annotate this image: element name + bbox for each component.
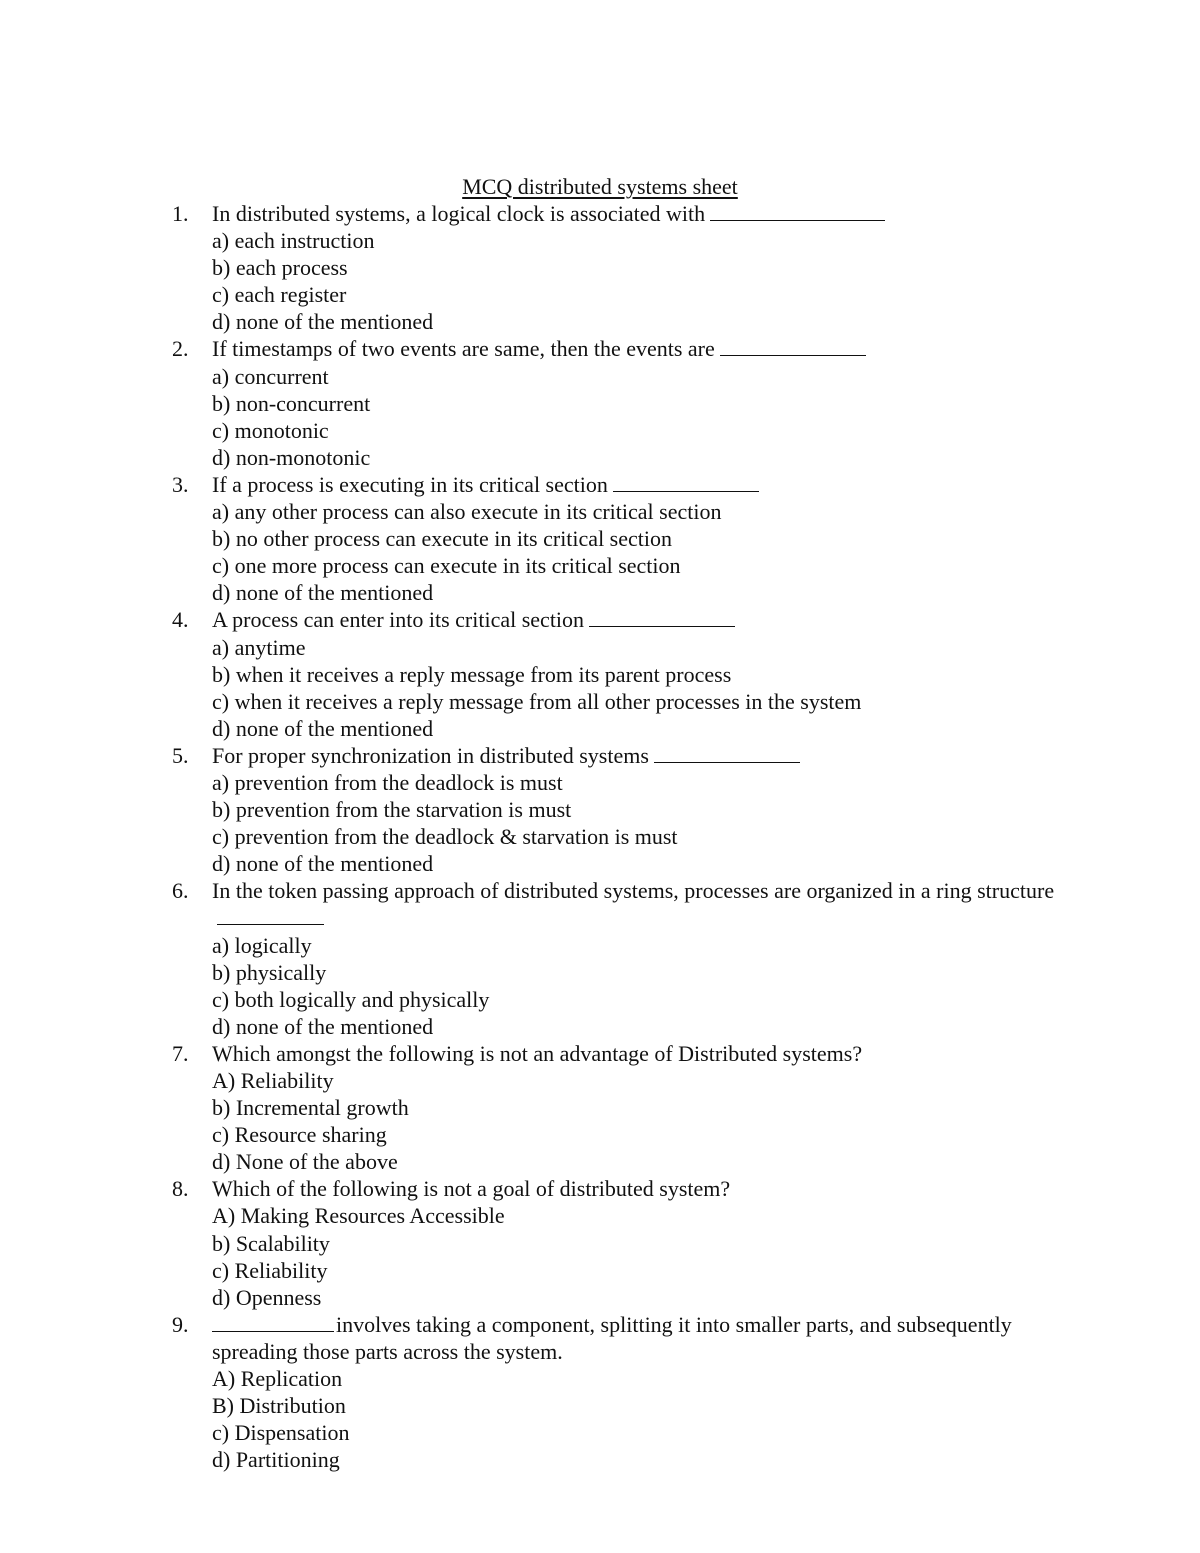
answer-option: b) no other process can execute in its critical section: [212, 526, 672, 552]
answer-option: c) when it receives a reply message from all other processes in the system: [212, 688, 862, 714]
sheet-title: MCQ distributed systems sheet: [462, 174, 738, 199]
answer-option: c) Reliability: [212, 1257, 328, 1283]
answer-blank: [217, 906, 324, 925]
question-item: [0, 471, 1072, 606]
answer-option: c) both logically and physically: [212, 986, 490, 1012]
answer-blank: [720, 337, 866, 356]
question-item: [0, 877, 1072, 1040]
answer-blank: [654, 744, 800, 763]
question-number: 1.: [172, 201, 189, 226]
answer-option: b) physically: [212, 959, 327, 985]
answer-option: c) Dispensation: [212, 1420, 350, 1446]
question-text: In the token passing approach of distributed systems, processes are organized in a ring structure: [212, 878, 1055, 904]
question-text-line: [212, 1040, 1072, 1067]
answer-blank: [212, 1313, 334, 1332]
option-list: [212, 498, 1072, 606]
answer-option: A) Replication: [212, 1366, 343, 1392]
answer-blank: [710, 202, 885, 221]
question-item: [0, 1175, 1072, 1310]
answer-option: A) Making Resources Accessible: [212, 1203, 505, 1229]
answer-option: c) monotonic: [212, 417, 329, 443]
question-item: [0, 200, 1072, 335]
question-number: 9.: [172, 1311, 189, 1337]
question-text: Which of the following is not a goal of distributed system?: [212, 1176, 731, 1202]
question-text-line: [212, 1311, 1072, 1365]
answer-blank: [613, 473, 759, 492]
question-text: If timestamps of two events are same, then the events are: [212, 336, 715, 362]
answer-option: B) Distribution: [212, 1393, 346, 1419]
answer-option: a) concurrent: [212, 363, 329, 389]
question-text-line: [212, 200, 1072, 227]
question-text: involves taking a component, splitting it into smaller parts, and subsequently spreading those parts across the system.: [212, 1311, 1012, 1364]
question-item: [0, 606, 1072, 741]
answer-option: d) non-monotonic: [212, 444, 371, 470]
answer-option: b) Incremental growth: [212, 1095, 409, 1121]
question-text: If a process is executing in its critical section: [212, 471, 608, 497]
answer-option: b) when it receives a reply message from its parent process: [212, 661, 732, 687]
answer-option: d) none of the mentioned: [212, 309, 434, 335]
option-list: [212, 363, 1072, 471]
question-text-line: [212, 742, 1072, 769]
question-item: [0, 1311, 1072, 1474]
answer-option: d) Partitioning: [212, 1447, 340, 1473]
question-number: 2.: [172, 336, 189, 362]
answer-option: a) any other process can also execute in its critical section: [212, 499, 722, 525]
answer-option: a) prevention from the deadlock is must: [212, 769, 563, 795]
question-text: In distributed systems, a logical clock is associated with: [212, 201, 706, 226]
answer-option: b) each process: [212, 255, 348, 281]
question-item: [0, 742, 1072, 877]
answer-option: b) Scalability: [212, 1230, 330, 1256]
question-text-line: [212, 877, 1072, 931]
question-number: 3.: [172, 471, 189, 497]
question-number: 6.: [172, 878, 189, 904]
question-text-line: [212, 471, 1072, 498]
question-list: [0, 200, 1200, 1473]
answer-option: d) none of the mentioned: [212, 715, 434, 741]
question-text-line: [212, 335, 1072, 362]
answer-option: A) Reliability: [212, 1068, 334, 1093]
answer-option: a) logically: [212, 932, 312, 958]
answer-option: d) none of the mentioned: [212, 1013, 434, 1039]
question-item: [0, 1040, 1072, 1175]
question-number: 8.: [172, 1176, 189, 1202]
answer-option: b) prevention from the starvation is must: [212, 797, 572, 823]
question-item: [0, 335, 1072, 470]
answer-option: c) one more process can execute in its critical section: [212, 553, 681, 579]
answer-option: c) Resource sharing: [212, 1122, 387, 1148]
option-list: [212, 227, 1072, 335]
question-text: For proper synchronization in distributed systems: [212, 742, 649, 768]
question-number: 5.: [172, 742, 189, 768]
question-number: 4.: [172, 607, 189, 633]
answer-option: d) none of the mentioned: [212, 851, 434, 877]
answer-option: a) each instruction: [212, 228, 375, 254]
option-list: [212, 932, 1072, 1040]
question-text: Which amongst the following is not an advantage of Distributed systems?: [212, 1040, 863, 1066]
answer-blank: [589, 608, 735, 627]
question-text-line: [212, 606, 1072, 633]
answer-option: c) each register: [212, 282, 347, 308]
question-number: 7.: [172, 1040, 189, 1066]
answer-option: d) none of the mentioned: [212, 580, 434, 606]
answer-option: b) non-concurrent: [212, 390, 371, 416]
option-list: [212, 1067, 1072, 1175]
question-text: A process can enter into its critical section: [212, 607, 585, 633]
option-list: [212, 1365, 1072, 1473]
answer-option: c) prevention from the deadlock & starvation is must: [212, 824, 678, 850]
option-list: [212, 634, 1072, 742]
option-list: [212, 1202, 1072, 1310]
option-list: [212, 769, 1072, 877]
answer-option: a) anytime: [212, 634, 306, 660]
answer-option: d) Openness: [212, 1284, 322, 1310]
answer-option: d) None of the above: [212, 1149, 398, 1175]
question-text-line: [212, 1175, 1072, 1202]
